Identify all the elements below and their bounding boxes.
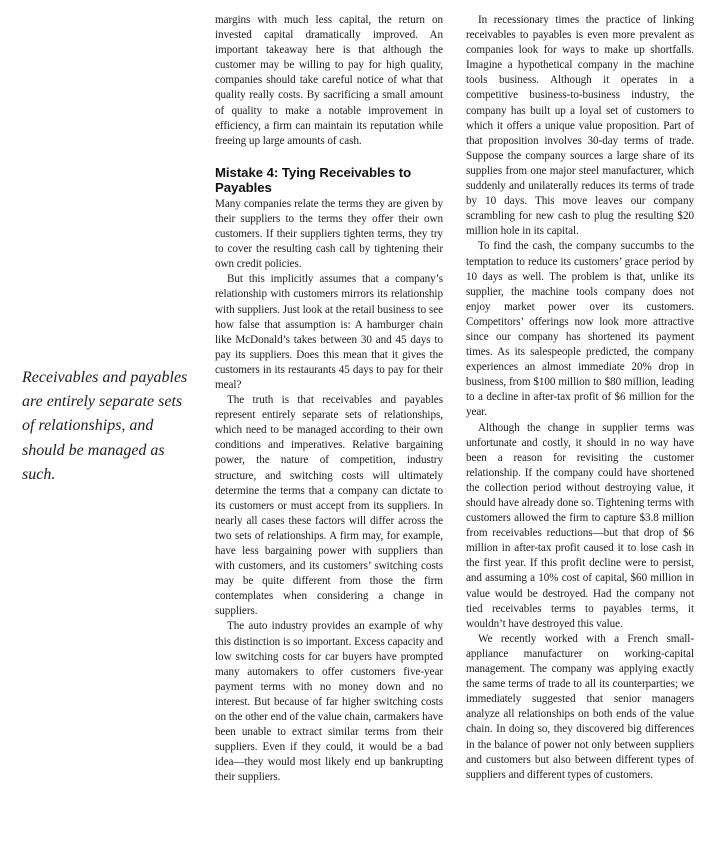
body-paragraph: But this implicitly assumes that a company’s relationship with customers mirrors its relationship with suppliers. Just look at the retail business to see how false that assumption is: A hamburger chain like McDonald’s takes between 30 and 45 days to pay its suppliers. Does this mean that it gives the customers in its restaurants 45 days to pay for their meal? bbox=[215, 273, 443, 391]
body-paragraph: Many companies relate the terms they are given by their suppliers to the terms they offer their own customers. If their suppliers tighten terms, they try to cover the resulting cash call by tightening their own credit policies. bbox=[215, 197, 443, 271]
text-column-left bbox=[215, 13, 443, 786]
body-paragraph: To find the cash, the company succumbs to the temptation to reduce its customers’ grace period by 10 days as well. The problem is that, unlike its supplier, the machine tools company does not enjoy market power over its customers. Competitors’ offerings now look more attractive since our company has shortened its payment times. As its salespeople predicted, the company experiences an almost immediate 20% drop in business, from $100 million to $80 million, leading to a decline in after-tax profit of $6 million for the year. bbox=[466, 240, 694, 419]
text-column-right bbox=[466, 13, 694, 783]
pull-quote: Receivables and payables are entirely separate sets of relationships, and should be managed as such. bbox=[22, 369, 188, 483]
section-heading: Mistake 4: Tying Receivables to Payables bbox=[215, 164, 412, 196]
body-paragraph: Although the change in supplier terms was unfortunate and costly, it should in no way have been a reason for revisiting the customer relationship. If the company could have shortened the collection period without destroying value, it should have already done so. Tightening terms with customers allowed the firm to capture $3.8 million from receivables reductions—but that drop of $6 million in after-tax profit caused it to lose cash in the first year. If this profit decline were to persist, and assuming a 10% cost of capital, $60 million in value would be destroyed. Had the company not tied receivables terms to payables terms, it wouldn’t have destroyed this value. bbox=[466, 421, 694, 630]
body-paragraph: In recessionary times the practice of linking receivables to payables is even more prevalent as companies look for ways to make up shortfalls. Imagine a hypothetical company in the machine tools business. Although it operates in a competitive business-to-business industry, the company has built up a loyal set of customers to which it offers a unique value proposition. Part of that proposition involves 30-day terms of trade. Suppose the company sources a large share of its supplies from one major steel manufacturer, which suddenly and unilaterally reduces its terms of trade by 10 days. This move leaves our company scrambling for new cash to plug the resulting $20 million hole in its capital. bbox=[466, 14, 694, 238]
body-paragraph: The auto industry provides an example of why this distinction is so important. Excess capacity and low switching costs for car buyers have prompted many automakers to offer customers five-year payment terms with no money down and no interest. But because of far higher switching costs on the other end of the value chain, carmakers have been unable to extract similar terms from their suppliers. Even if they could, it would be a bad idea—they would most likely end up bankrupting their suppliers. bbox=[215, 620, 443, 784]
body-paragraph: We recently worked with a French small-appliance manufacturer on working-capital management. The company was applying exactly the same terms of trade to all its counterparties; we immediately suggested that senior managers analyze all relationships on both ends of the value chain. In doing so, they discovered big differences in the balance of power not only between suppliers and customers but also between different types of suppliers and different types of customers. bbox=[466, 632, 694, 781]
body-paragraph: The truth is that receivables and payables represent entirely separate sets of relationships, which need to be managed according to their own conditions and imperatives. Relative bargaining power, the nature of competition, industry structure, and switching costs will ultimately determine the terms that a company can dictate to its customers or must accept from its suppliers. In nearly all cases these factors will differ across the two sets of relationships. A firm may, for example, have less bargaining power with suppliers than with customers, and its customers’ switching costs may be quite different from those the firm contemplates when considering a change in suppliers. bbox=[215, 394, 443, 618]
intro-paragraph: margins with much less capital, the return on invested capital dramatically improved. An important takeaway here is that although the customer may be willing to pay for high quality, companies should take careful notice of what that quality really costs. By sacrificing a small amount of quality to make a notable improvement in efficiency, a firm can maintain its reputation while freeing up large amounts of cash. bbox=[215, 14, 443, 147]
